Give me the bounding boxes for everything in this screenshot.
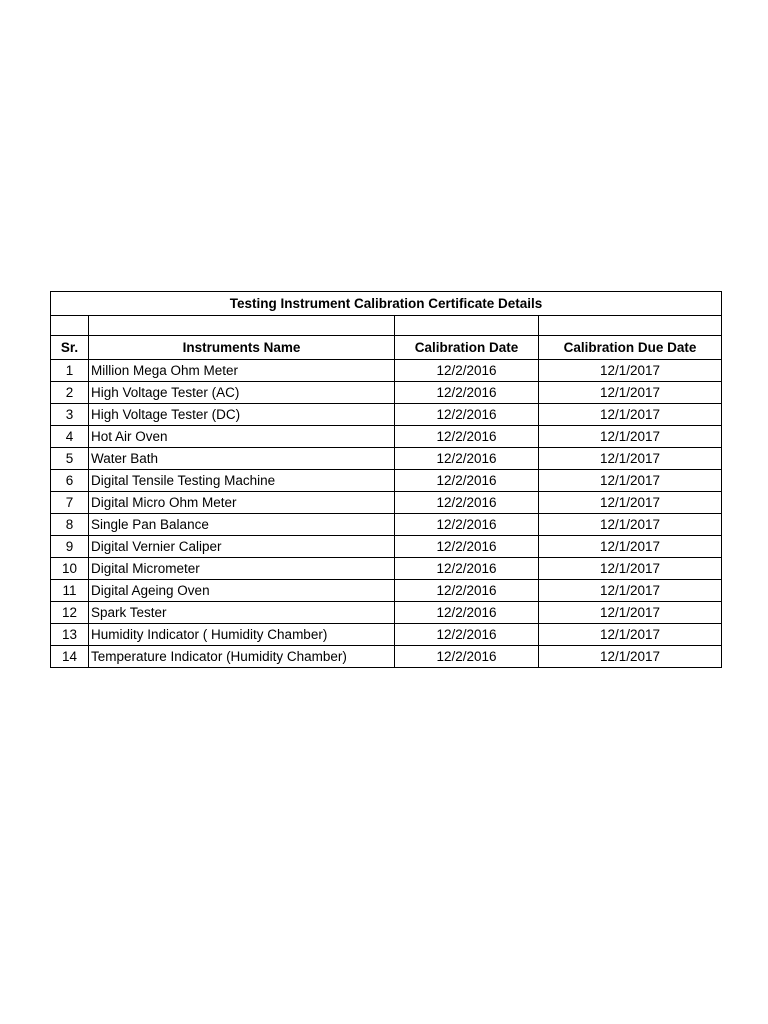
cell-calibration-date: 12/2/2016 (395, 448, 539, 470)
cell-calibration-date: 12/2/2016 (395, 558, 539, 580)
table-row (51, 448, 722, 470)
blank-cell (51, 316, 89, 336)
cell-sr: 7 (51, 492, 89, 514)
cell-instrument-name: Temperature Indicator (Humidity Chamber) (89, 646, 395, 668)
cell-instrument-name: Water Bath (89, 448, 395, 470)
cell-calibration-date: 12/2/2016 (395, 536, 539, 558)
table-row (51, 558, 722, 580)
header-row (51, 336, 722, 360)
table-row (51, 360, 722, 382)
cell-instrument-name: Million Mega Ohm Meter (89, 360, 395, 382)
cell-sr: 6 (51, 470, 89, 492)
blank-cell (395, 316, 539, 336)
cell-instrument-name: High Voltage Tester (DC) (89, 404, 395, 426)
cell-sr: 10 (51, 558, 89, 580)
header-calibration-date: Calibration Date (395, 336, 539, 360)
cell-instrument-name: Digital Vernier Caliper (89, 536, 395, 558)
cell-calibration-date: 12/2/2016 (395, 404, 539, 426)
cell-calibration-date: 12/2/2016 (395, 470, 539, 492)
header-sr: Sr. (51, 336, 89, 360)
cell-due-date: 12/1/2017 (539, 558, 722, 580)
table-row (51, 426, 722, 448)
cell-sr: 3 (51, 404, 89, 426)
table-row (51, 492, 722, 514)
table-title: Testing Instrument Calibration Certificate Details (51, 292, 722, 316)
cell-due-date: 12/1/2017 (539, 426, 722, 448)
cell-instrument-name: Digital Micrometer (89, 558, 395, 580)
cell-instrument-name: Hot Air Oven (89, 426, 395, 448)
header-due-date: Calibration Due Date (539, 336, 722, 360)
cell-sr: 1 (51, 360, 89, 382)
cell-calibration-date: 12/2/2016 (395, 580, 539, 602)
table-row (51, 646, 722, 668)
table-row (51, 580, 722, 602)
cell-due-date: 12/1/2017 (539, 492, 722, 514)
cell-due-date: 12/1/2017 (539, 404, 722, 426)
cell-sr: 11 (51, 580, 89, 602)
cell-due-date: 12/1/2017 (539, 602, 722, 624)
cell-sr: 13 (51, 624, 89, 646)
cell-due-date: 12/1/2017 (539, 470, 722, 492)
blank-row (51, 316, 722, 336)
cell-sr: 8 (51, 514, 89, 536)
cell-instrument-name: Digital Micro Ohm Meter (89, 492, 395, 514)
cell-sr: 2 (51, 382, 89, 404)
cell-sr: 12 (51, 602, 89, 624)
cell-instrument-name: Spark Tester (89, 602, 395, 624)
table-row (51, 624, 722, 646)
cell-calibration-date: 12/2/2016 (395, 426, 539, 448)
cell-due-date: 12/1/2017 (539, 646, 722, 668)
blank-cell (89, 316, 395, 336)
cell-calibration-date: 12/2/2016 (395, 382, 539, 404)
table-row (51, 536, 722, 558)
cell-sr: 9 (51, 536, 89, 558)
cell-due-date: 12/1/2017 (539, 360, 722, 382)
cell-instrument-name: Humidity Indicator ( Humidity Chamber) (89, 624, 395, 646)
table-row (51, 382, 722, 404)
cell-due-date: 12/1/2017 (539, 382, 722, 404)
cell-instrument-name: High Voltage Tester (AC) (89, 382, 395, 404)
cell-sr: 14 (51, 646, 89, 668)
cell-due-date: 12/1/2017 (539, 624, 722, 646)
table-body (51, 292, 722, 668)
cell-calibration-date: 12/2/2016 (395, 514, 539, 536)
cell-sr: 4 (51, 426, 89, 448)
cell-due-date: 12/1/2017 (539, 536, 722, 558)
calibration-table (50, 291, 722, 668)
title-row (51, 292, 722, 316)
cell-instrument-name: Single Pan Balance (89, 514, 395, 536)
cell-calibration-date: 12/2/2016 (395, 360, 539, 382)
cell-instrument-name: Digital Tensile Testing Machine (89, 470, 395, 492)
cell-due-date: 12/1/2017 (539, 448, 722, 470)
table-row (51, 514, 722, 536)
table-row (51, 470, 722, 492)
table-row (51, 602, 722, 624)
table-row (51, 404, 722, 426)
cell-due-date: 12/1/2017 (539, 580, 722, 602)
cell-due-date: 12/1/2017 (539, 514, 722, 536)
cell-calibration-date: 12/2/2016 (395, 646, 539, 668)
cell-sr: 5 (51, 448, 89, 470)
blank-cell (539, 316, 722, 336)
cell-instrument-name: Digital Ageing Oven (89, 580, 395, 602)
cell-calibration-date: 12/2/2016 (395, 624, 539, 646)
cell-calibration-date: 12/2/2016 (395, 492, 539, 514)
header-instrument-name: Instruments Name (89, 336, 395, 360)
cell-calibration-date: 12/2/2016 (395, 602, 539, 624)
